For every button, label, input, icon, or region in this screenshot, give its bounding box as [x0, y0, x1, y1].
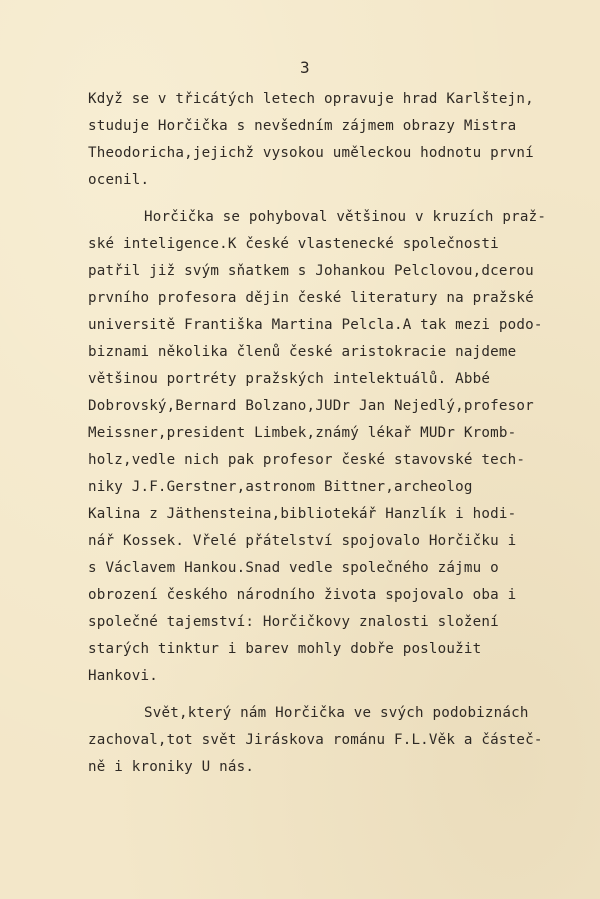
text-line: Horčička se pohyboval většinou v kruzích praž-	[144, 209, 547, 225]
text-line: nář Kossek. Vřelé přátelství spojovalo Horčičku i	[88, 533, 517, 549]
text-line: ně i kroniky U nás.	[88, 759, 255, 775]
paragraph-1	[88, 86, 578, 194]
text-line: obrození českého národního života spojovalo oba i	[88, 587, 517, 603]
text-line: společné tajemství: Horčičkovy znalosti složení	[88, 614, 499, 630]
paragraph-3	[88, 700, 578, 781]
body-text	[88, 86, 578, 781]
text-line: Meissner,president Limbek,známý lékař MUDr Kromb-	[88, 425, 517, 441]
text-line: universitě Františka Martina Pelcla.A tak mezi podo-	[88, 317, 543, 333]
paragraph-gap	[88, 690, 578, 700]
text-line: ské inteligence.K české vlastenecké společnosti	[88, 236, 499, 252]
text-line: Dobrovský,Bernard Bolzano,JUDr Jan Nejedlý,profesor	[88, 398, 534, 414]
text-line: Když se v třicátých letech opravuje hrad Karlštejn,	[88, 91, 534, 107]
paragraph-gap	[88, 194, 578, 204]
text-line: Theodoricha,jejichž vysokou uměleckou hodnotu první	[88, 145, 534, 161]
text-line: studuje Horčička s nevšedním zájmem obrazy Mistra	[88, 118, 517, 134]
text-line: starých tinktur i barev mohly dobře posloužit	[88, 641, 482, 657]
text-line: Hankovi.	[88, 668, 158, 684]
text-line: Kalina z Jäthensteina,bibliotekář Hanzlík i hodi-	[88, 506, 517, 522]
text-line: biznami několika členů české aristokracie najdeme	[88, 344, 517, 360]
text-line: patřil již svým sňatkem s Johankou Pelclovou,dcerou	[88, 263, 534, 279]
text-line: holz,vedle nich pak profesor české stavovské tech-	[88, 452, 526, 468]
text-line: s Václavem Hankou.Snad vedle společného zájmu o	[88, 560, 499, 576]
text-line: zachoval,tot svět Jiráskova románu F.L.Věk a částeč-	[88, 732, 543, 748]
text-line: většinou portréty pražských intelektuálů. Abbé	[88, 371, 491, 387]
page-number: 3	[300, 58, 310, 77]
text-line: prvního profesora dějin české literatury na pražské	[88, 290, 534, 306]
text-line: niky J.F.Gerstner,astronom Bittner,archeolog	[88, 479, 473, 495]
text-line: Svět,který nám Horčička ve svých podobiznách	[144, 705, 529, 721]
text-line: ocenil.	[88, 172, 150, 188]
paragraph-2	[88, 204, 578, 690]
